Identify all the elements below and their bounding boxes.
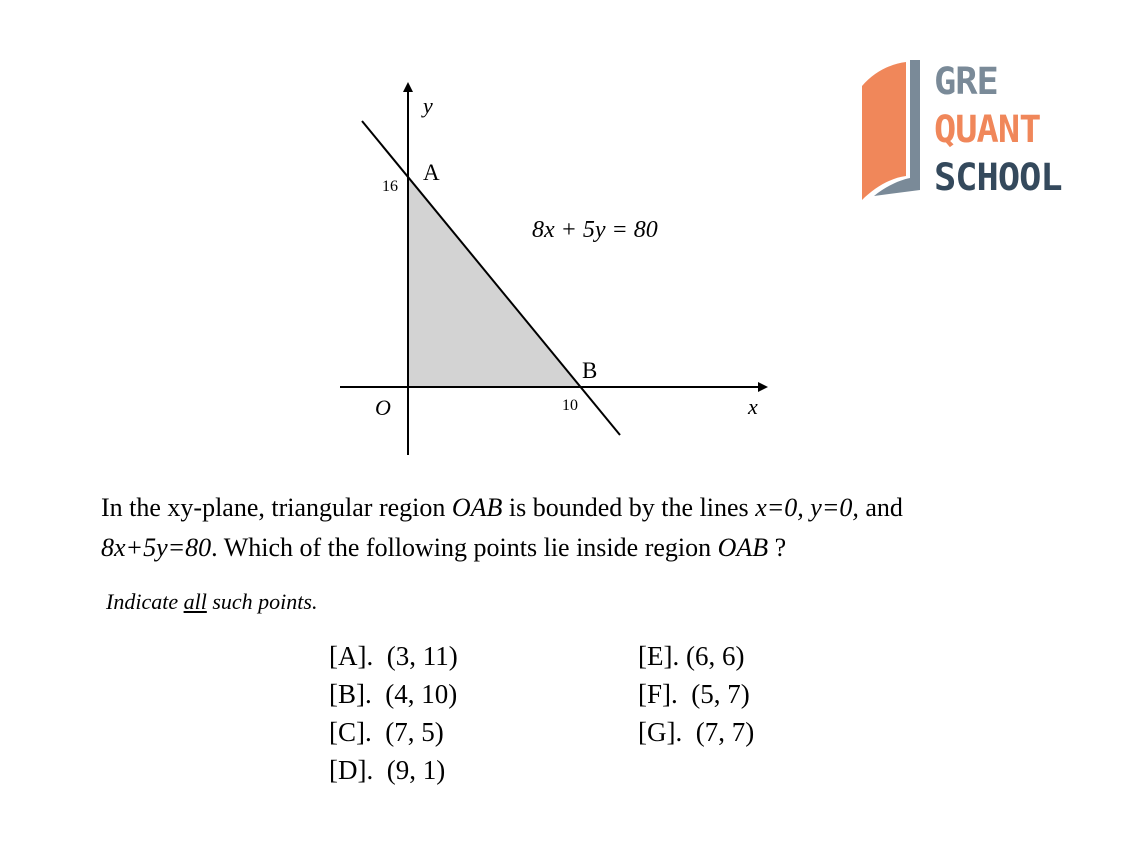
point-b-label: B (582, 358, 598, 383)
option-letter: [B]. (329, 679, 372, 709)
instruction-emphasis: all (183, 589, 207, 614)
logo-wordmark (934, 58, 1062, 202)
option-point: (7, 7) (695, 717, 755, 747)
option-letter: [D]. (329, 755, 374, 785)
option-g[interactable] (638, 717, 754, 748)
y-axis-label: y (423, 93, 433, 118)
logo-quant: QUANT (934, 108, 1041, 151)
gre-quant-school-logo (860, 58, 1070, 208)
option-point: (4, 10) (385, 679, 458, 709)
option-f[interactable] (638, 679, 750, 710)
instruction-text (106, 589, 317, 615)
option-point: (7, 5) (385, 717, 444, 747)
instruction-before: Indicate (106, 589, 184, 614)
logo-gre: GRE (934, 60, 998, 103)
question-boundary-lines: x=0, y=0, (755, 493, 859, 522)
option-letter: [F]. (638, 679, 678, 709)
origin-label: O (375, 395, 391, 420)
point-a-label: A (423, 160, 440, 185)
option-letter: [E]. (638, 641, 680, 671)
option-point: (3, 11) (386, 641, 458, 671)
question-text (101, 488, 1001, 568)
option-letter: [C]. (329, 717, 372, 747)
logo-school: SCHOOL (934, 156, 1062, 199)
instruction-after: such points. (206, 589, 318, 614)
option-letter: [G]. (638, 717, 683, 747)
question-part-1: In the xy-plane, triangular region (101, 493, 452, 522)
question-part-5: ? (768, 533, 787, 562)
book-icon (860, 58, 924, 204)
question-part-2: is bounded by the lines (502, 493, 756, 522)
question-region-name-2: OAB (717, 533, 769, 562)
question-part-3: and (858, 493, 903, 522)
x-axis-label: x (748, 394, 758, 419)
y-tick-label-16: 16 (382, 178, 398, 195)
option-c[interactable] (329, 717, 444, 748)
option-d[interactable] (329, 755, 445, 786)
option-point: (5, 7) (691, 679, 750, 709)
question-region-name: OAB (451, 493, 503, 522)
line-equation-label: 8x + 5y = 80 (532, 217, 658, 243)
option-point: (9, 1) (386, 755, 446, 785)
option-letter: [A]. (329, 641, 374, 671)
x-tick-label-10: 10 (562, 397, 578, 414)
question-part-4: . Which of the following points lie inside region (211, 533, 718, 562)
option-point: (6, 6) (685, 641, 745, 671)
question-equation: 8x+5y=80 (101, 533, 212, 562)
option-b[interactable] (329, 679, 457, 710)
option-a[interactable] (329, 641, 458, 672)
option-e[interactable] (638, 641, 744, 672)
